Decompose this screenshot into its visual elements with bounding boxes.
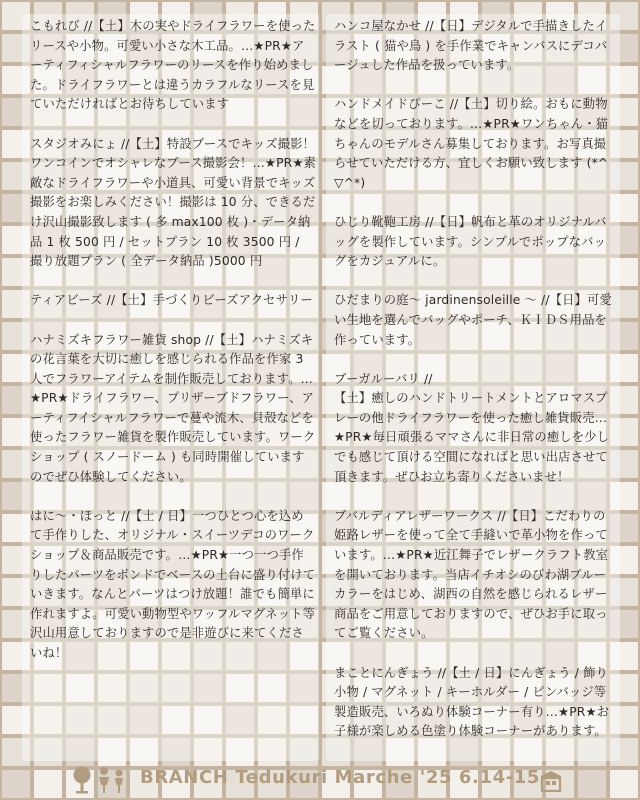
shop-entry-tiara-beads: ティアビーズ //【土】手づくりビーズアクセサリー xyxy=(30,293,313,308)
shop-entry-boogaloo-bali: ブーガルーバリ // 【土】癒しのハンドトリートメントとアロマスプレーの他ドライフラワーを使った癒し雑貨販売…★PR★毎日頑張るママさんに非日常の癒しを少しでも感じて頂ける空間になればと思い出店させて頂きます。ぜひお立ち寄りくださいませ！ xyxy=(334,371,610,484)
tree-icon xyxy=(72,766,92,794)
shop-entry-hanamizuki: ハナミズキフラワー雑貨 shop //【土】ハナミズキの花言葉を大切に癒しを感じられる作品を作家 3 人でフラワーアイテムを制作販売しております。…★PR★ドライフラワー、プリザーブドフラワー、アーティフイシャルフラワーで蔓や流木、貝殻などを使ったフラワー雑貨を製作販売しています。ワークショップ ( スノードーム ) も同時開催していますのでぜひ体験してください。 xyxy=(30,332,316,484)
shop-entry-handmade-piko: ハンドメイドぴーこ //【土】切り絵。おもに動物などを切っております。…★PR★ワンちゃん・猫ちゃんのモデルさん募集しております。お写真撮らせていただける方、宜しくお願い致します (*^▽^*) xyxy=(334,97,609,190)
shop-entry-hidamari-no-niwa: ひだまりの庭〜 jardinensoleille 〜 //【日】可愛い生地を選んでバッグやポーチ、ＫＩＤＳ用品を作っています。 xyxy=(334,293,612,347)
left-column xyxy=(30,17,316,683)
shop-entry-bouvardia-leather: ブバルディアレザーワークス //【日】こだわりの姫路レザーを使って全て手縫いで革小物を作っています。…★PR★近江舞子でレザークラフト教室を開いております。当店イチオシのびわ湖ブルーカラーをはじめ、湖西の自然を感じられるレザー商品をご用意しておりますので、ぜひお手に取ってご覧ください。 xyxy=(334,508,609,641)
footer-banner xyxy=(0,762,640,800)
right-column xyxy=(334,17,616,762)
shop-entry-makoto-ningyo: まことにんぎょう //【土 / 日】にんぎょう / 飾り小物 / マグネット / キーホルダー / ピンバッジ等製造販売、いろぬり体験コーナー有り…★PR★お子様が楽しめる色塗り体験コーナーがあります。 xyxy=(334,665,610,739)
shop-entry-hankoya-nakase: ハンコ屋なかせ //【日】デジタルで手描きしたイラスト ( 猫や鳥 ) を手作業でキャンバスにデコパージュした作品を扱っています。 xyxy=(334,19,608,73)
shop-entry-honey-hot: はに〜・ほっと //【土 / 日】一つひとつ心を込めて手作りした、オリジナル・スイーツデコのワークショップ＆商品販売です。…★PR★一つ一つ手作りしたパーツをボンドでベースの土台に盛り付けていきます。なんとパーツはつけ放題！誰でも簡単に作れますよ。可愛い動物型やワッフルマグネット等沢山用意しておりますので是非遊びに来てくださいね！ xyxy=(30,508,316,660)
tent-icon xyxy=(540,770,562,792)
people-icon xyxy=(96,766,128,794)
shop-entry-komorebi: こもれび //【土】木の実やドライフラワーを使ったリースや小物。可愛い小さな木工品。…★PR★アーティフィシャルフラワーのリースを作り始めました。ドライフラワーとは違うカラフルなリースを見ていただければとお待ちしています xyxy=(30,19,316,112)
shop-entry-studio-minyo: スタジオみにょ //【土】特設ブースでキッズ撮影！ワンコインでオシャレなブース撮影会！…★PR★素敵なドライフラワーや小道具、可愛い背景でキッズ撮影をお楽しみください！撮影は 10 分、できるだけ沢山撮影致します ( 多 max100 枚 )・データ納品 1 枚 500 円 / セットプラン 10 枚 3500 円 / 撮り放題プラン ( 全データ納品 )5000 円 xyxy=(30,136,316,269)
event-title: BRANCH Tedukuri Marche '25 6.14-15 xyxy=(140,767,541,788)
shop-entry-hijiri-kaban: ひじり靴鞄工房 //【日】帆布と革のオリジナルバッグを製作しています。シンプルでポップなバッグをカジュアルに。 xyxy=(334,214,607,269)
